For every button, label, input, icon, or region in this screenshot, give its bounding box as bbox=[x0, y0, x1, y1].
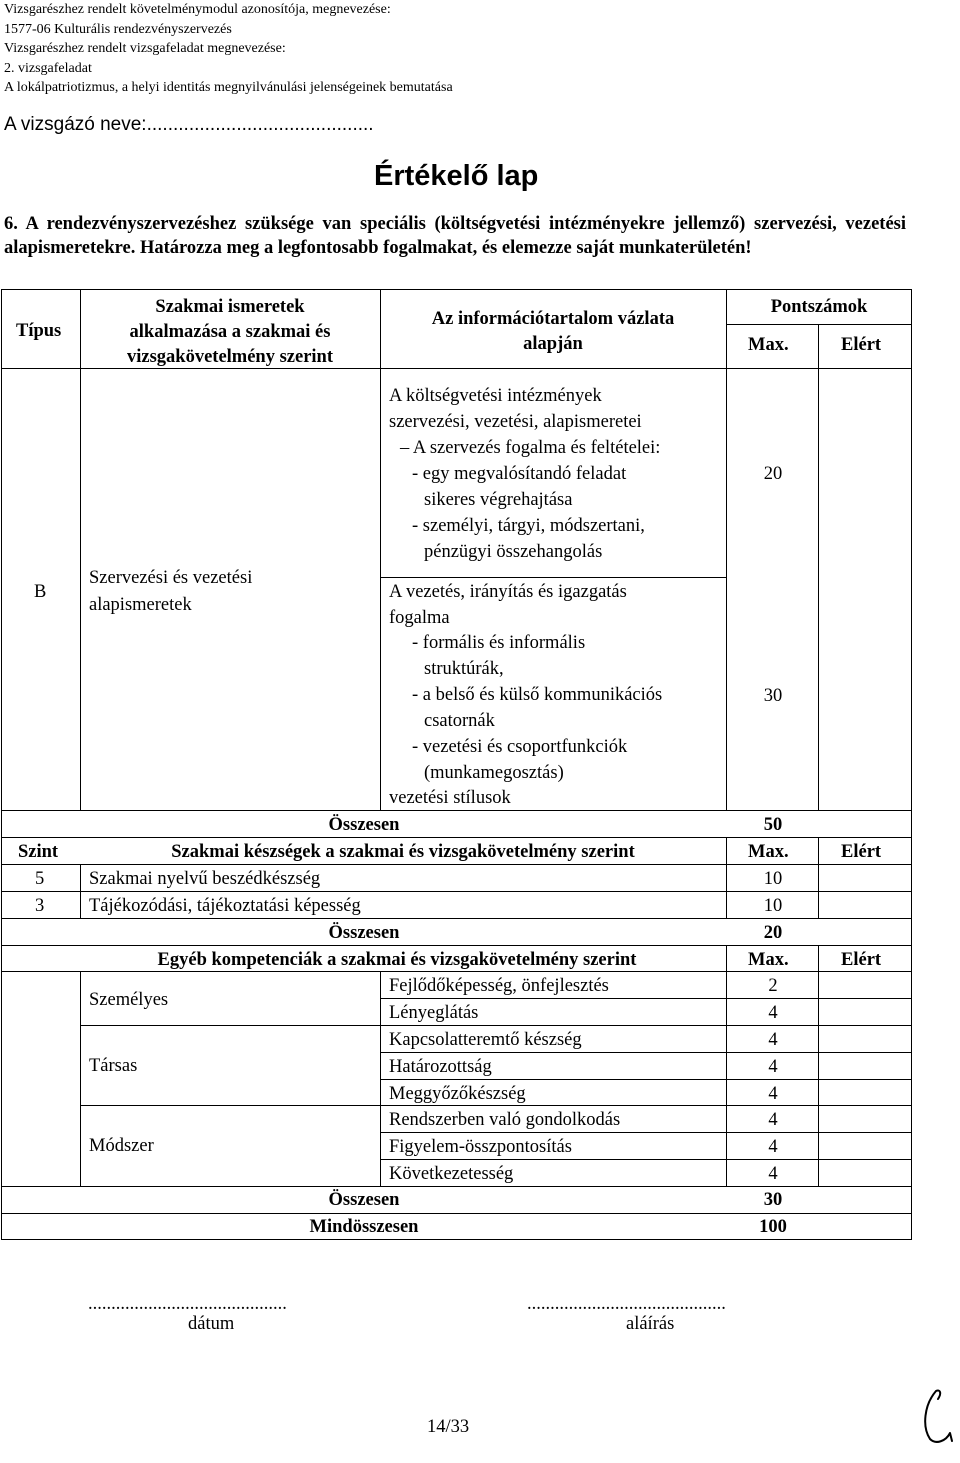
knowledge-area: Szervezési és vezetési bbox=[89, 568, 253, 588]
content-line: vezetési stílusok bbox=[389, 788, 511, 808]
content-line: A költségvetési intézmények bbox=[389, 386, 602, 406]
content-line: - vezetési és csoportfunkciók bbox=[412, 737, 628, 757]
date-label: dátum bbox=[188, 1314, 235, 1334]
max-points: 20 bbox=[763, 464, 783, 484]
competency-name: Kapcsolatteremtő készség bbox=[389, 1030, 582, 1050]
max-points: 10 bbox=[763, 896, 783, 916]
content-line: - személyi, tárgyi, módszertani, bbox=[412, 516, 645, 536]
skill-level: 3 bbox=[35, 896, 45, 916]
header-line: 1577-06 Kulturális rendezvényszervezés bbox=[4, 21, 232, 37]
subtotal-label: Összesen bbox=[328, 815, 400, 835]
col-header-achieved: Elért bbox=[841, 335, 882, 355]
header-line: Vizsgarészhez rendelt követelménymodul azonosítója, megnevezése: bbox=[4, 2, 391, 17]
subtotal-value: 20 bbox=[763, 923, 783, 943]
header-line: Vizsgarészhez rendelt vizsgafeladat megnevezése: bbox=[4, 41, 286, 56]
col-header-content: alapján bbox=[523, 334, 583, 354]
signature-line: ........................................... bbox=[527, 1294, 726, 1314]
content-line: szervezési, vezetési, alapismeretei bbox=[389, 412, 642, 432]
content-line: fogalma bbox=[389, 608, 450, 628]
competency-group: Módszer bbox=[89, 1136, 154, 1156]
competency-name: Fejlődőképesség, önfejlesztés bbox=[389, 976, 609, 996]
task-description: 6. A rendezvényszervezéshez szüksége van speciális (költségvetési intézményekre jellemző) szervezési, vezetési alapismeretekre. Határozza meg a legfontosabb fogalmakat, és elemezze saját munkaterületén! bbox=[4, 214, 906, 258]
max-points: 30 bbox=[763, 686, 783, 706]
max-points: 4 bbox=[768, 1003, 778, 1023]
col-header-achieved: Elért bbox=[841, 950, 882, 970]
col-header-level: Szint bbox=[18, 842, 59, 862]
page-number: 14/33 bbox=[427, 1417, 470, 1437]
competency-name: Határozottság bbox=[389, 1057, 492, 1077]
grand-total-value: 100 bbox=[759, 1217, 787, 1237]
max-points: 4 bbox=[768, 1137, 778, 1157]
max-points: 10 bbox=[763, 869, 783, 889]
handwritten-mark bbox=[920, 1385, 956, 1450]
competency-name: Lényeglátás bbox=[389, 1003, 479, 1023]
col-header-knowledge: Szakmai ismeretek bbox=[155, 297, 305, 317]
competency-name: Figyelem-összpontosítás bbox=[389, 1137, 572, 1157]
skills-heading: Szakmai készségek a szakmai és vizsgakövetelmény szerint bbox=[171, 842, 635, 862]
content-line: sikeres végrehajtása bbox=[424, 490, 573, 510]
col-header-points: Pontszámok bbox=[770, 297, 868, 317]
col-header-knowledge: vizsgakövetelmény szerint bbox=[126, 347, 334, 367]
max-points: 4 bbox=[768, 1110, 778, 1130]
content-line: - a belső és külső kommunikációs bbox=[412, 685, 663, 705]
skill-name: Tájékozódási, tájékoztatási képesség bbox=[89, 896, 361, 916]
competency-group: Társas bbox=[89, 1056, 138, 1076]
competencies-heading: Egyéb kompetenciák a szakmai és vizsgakövetelmény szerint bbox=[157, 950, 637, 970]
max-points: 2 bbox=[768, 976, 778, 996]
max-points: 4 bbox=[768, 1057, 778, 1077]
max-points: 4 bbox=[768, 1084, 778, 1104]
document-header bbox=[4, 0, 453, 98]
grand-total-label: Mindösszesen bbox=[309, 1217, 419, 1237]
subtotal-label: Összesen bbox=[328, 1190, 400, 1210]
content-line: pénzügyi összehangolás bbox=[424, 542, 603, 562]
content-line: A vezetés, irányítás és igazgatás bbox=[389, 582, 627, 602]
competency-group: Személyes bbox=[89, 990, 169, 1010]
content-line: - egy megvalósítandó feladat bbox=[412, 464, 627, 484]
max-points: 4 bbox=[768, 1030, 778, 1050]
max-points: 4 bbox=[768, 1164, 778, 1184]
competency-name: Rendszerben való gondolkodás bbox=[389, 1110, 621, 1130]
subtotal-value: 50 bbox=[763, 815, 783, 835]
date-line: ........................................... bbox=[88, 1294, 287, 1314]
content-line: – A szervezés fogalma és feltételei: bbox=[400, 438, 661, 458]
col-header-max: Max. bbox=[748, 950, 789, 970]
type-code: B bbox=[34, 582, 47, 602]
subtotal-label: Összesen bbox=[328, 923, 400, 943]
col-header-max: Max. bbox=[748, 335, 789, 355]
signature-label: aláírás bbox=[626, 1314, 675, 1334]
header-line: 2. vizsgafeladat bbox=[4, 60, 92, 76]
col-header-content: Az információtartalom vázlata bbox=[431, 309, 675, 329]
candidate-name-line: A vizsgázó neve:........................................... bbox=[4, 114, 374, 135]
content-line: - formális és informális bbox=[412, 633, 586, 653]
competency-name: Meggyőzőkészség bbox=[389, 1084, 526, 1104]
competency-name: Következetesség bbox=[389, 1164, 514, 1184]
page-title: Értékelő lap bbox=[374, 160, 539, 192]
col-header-achieved: Elért bbox=[841, 842, 882, 862]
content-line: csatornák bbox=[424, 711, 495, 731]
knowledge-area: alapismeretek bbox=[89, 595, 192, 615]
skill-level: 5 bbox=[35, 869, 45, 889]
skill-name: Szakmai nyelvű beszédkészség bbox=[89, 869, 321, 889]
content-line: struktúrák, bbox=[424, 659, 504, 679]
header-line: A lokálpatriotizmus, a helyi identitás megnyilvánulási jelenségeinek bemutatása bbox=[4, 80, 453, 95]
content-line: (munkamegosztás) bbox=[424, 763, 564, 783]
col-header-knowledge: alkalmazása a szakmai és bbox=[129, 322, 331, 342]
col-header-type: Típus bbox=[16, 321, 62, 341]
col-header-max: Max. bbox=[748, 842, 789, 862]
subtotal-value: 30 bbox=[763, 1190, 783, 1210]
